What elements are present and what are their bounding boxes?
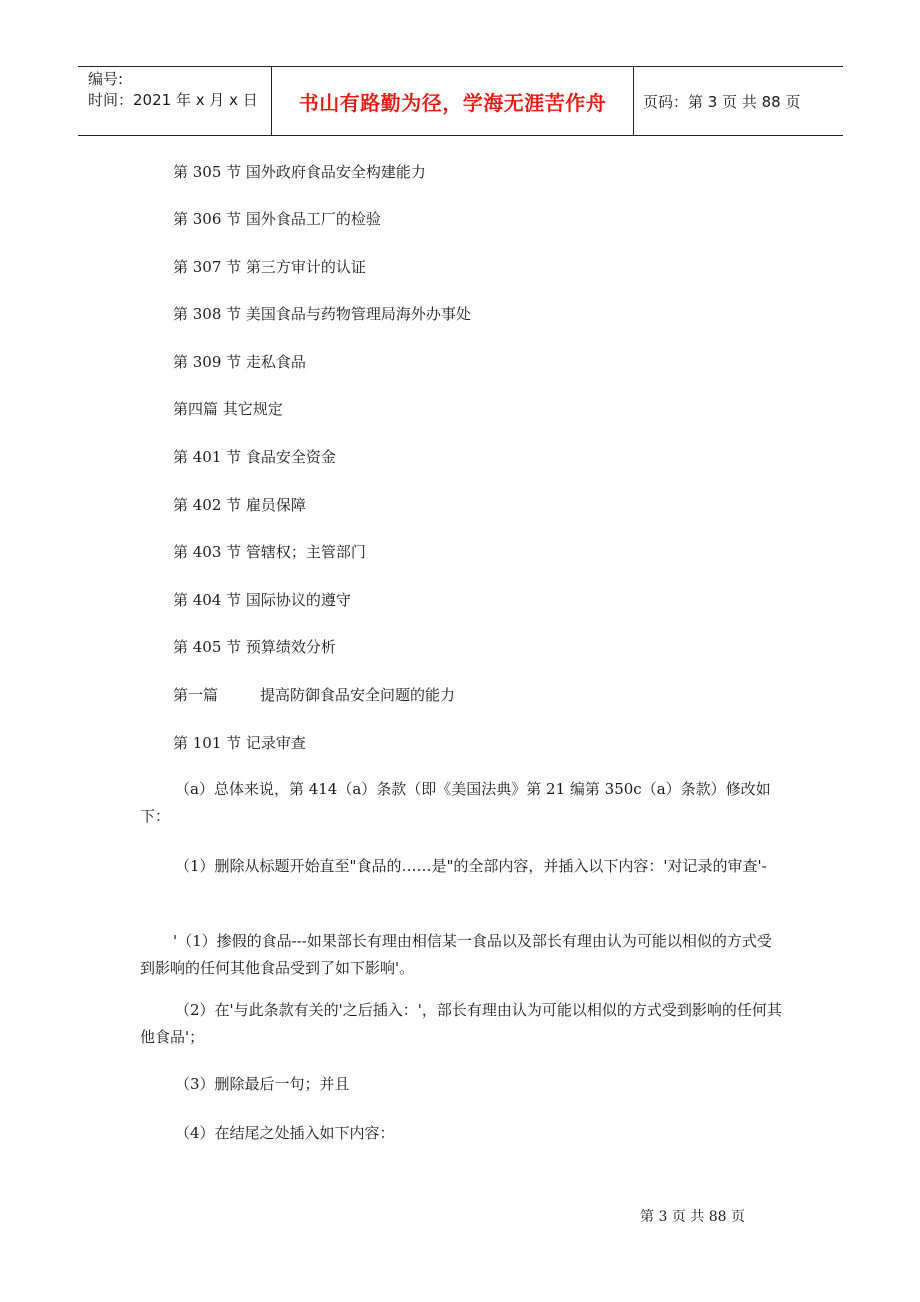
header-page-cell <box>634 67 843 135</box>
paragraph-2: （2）在'与此条款有关的'之后插入：'，部长有理由认为可能以相似的方式受到影响的任何其他食品'； <box>140 1001 782 1046</box>
toc-entry-part-4: 第四篇 其它规定 <box>173 400 283 418</box>
page-header <box>78 66 843 136</box>
header-meta-cell <box>78 67 272 135</box>
document-number-label: 编号: <box>88 70 124 88</box>
toc-entry-403: 第 403 节 管辖权；主管部门 <box>173 543 366 561</box>
header-motto-cell <box>272 67 634 135</box>
part-1-heading <box>173 684 455 706</box>
toc-entry-306: 第 306 节 国外食品工厂的检验 <box>173 210 381 228</box>
toc-entry-404: 第 404 节 国际协议的遵守 <box>173 591 351 609</box>
page-footer: 第 3 页 共 88 页 <box>640 1209 745 1225</box>
toc-entry-309: 第 309 节 走私食品 <box>173 353 306 371</box>
paragraph-1-quoted: '（1）掺假的食品---如果部长有理由相信某一食品以及部长有理由认为可能以相似的方式受到影响的任何其他食品受到了如下影响'。 <box>140 932 772 977</box>
header-motto: 书山有路勤为径，学海无涯苦作舟 <box>298 90 607 115</box>
toc-entry-307: 第 307 节 第三方审计的认证 <box>173 258 366 276</box>
paragraph-3: （3）删除最后一句；并且 <box>175 1075 350 1093</box>
paragraph-1: （1）删除从标题开始直至"食品的……是"的全部内容，并插入以下内容：'对记录的审查'- <box>175 857 767 875</box>
toc-entry-401: 第 401 节 食品安全资金 <box>173 448 336 466</box>
toc-entry-402: 第 402 节 雇员保障 <box>173 496 306 514</box>
toc-entry-308: 第 308 节 美国食品与药物管理局海外办事处 <box>173 305 471 323</box>
paragraph-a: （a）总体来说，第 414（a）条款（即《美国法典》第 21 编第 350c（a）条款）修改如下： <box>140 780 771 825</box>
document-time-label: 时间：2021 年 x 月 x 日 <box>88 91 258 109</box>
toc-entry-305: 第 305 节 国外政府食品安全构建能力 <box>173 163 426 181</box>
part-1-label: 第一篇 <box>173 686 219 704</box>
part-1-title: 提高防御食品安全问题的能力 <box>260 686 456 704</box>
section-101-heading: 第 101 节 记录审查 <box>173 734 306 752</box>
toc-entry-405: 第 405 节 预算绩效分析 <box>173 638 336 656</box>
header-page-number: 页码：第 3 页 共 88 页 <box>643 92 801 111</box>
paragraph-4: （4）在结尾之处插入如下内容： <box>175 1124 395 1142</box>
